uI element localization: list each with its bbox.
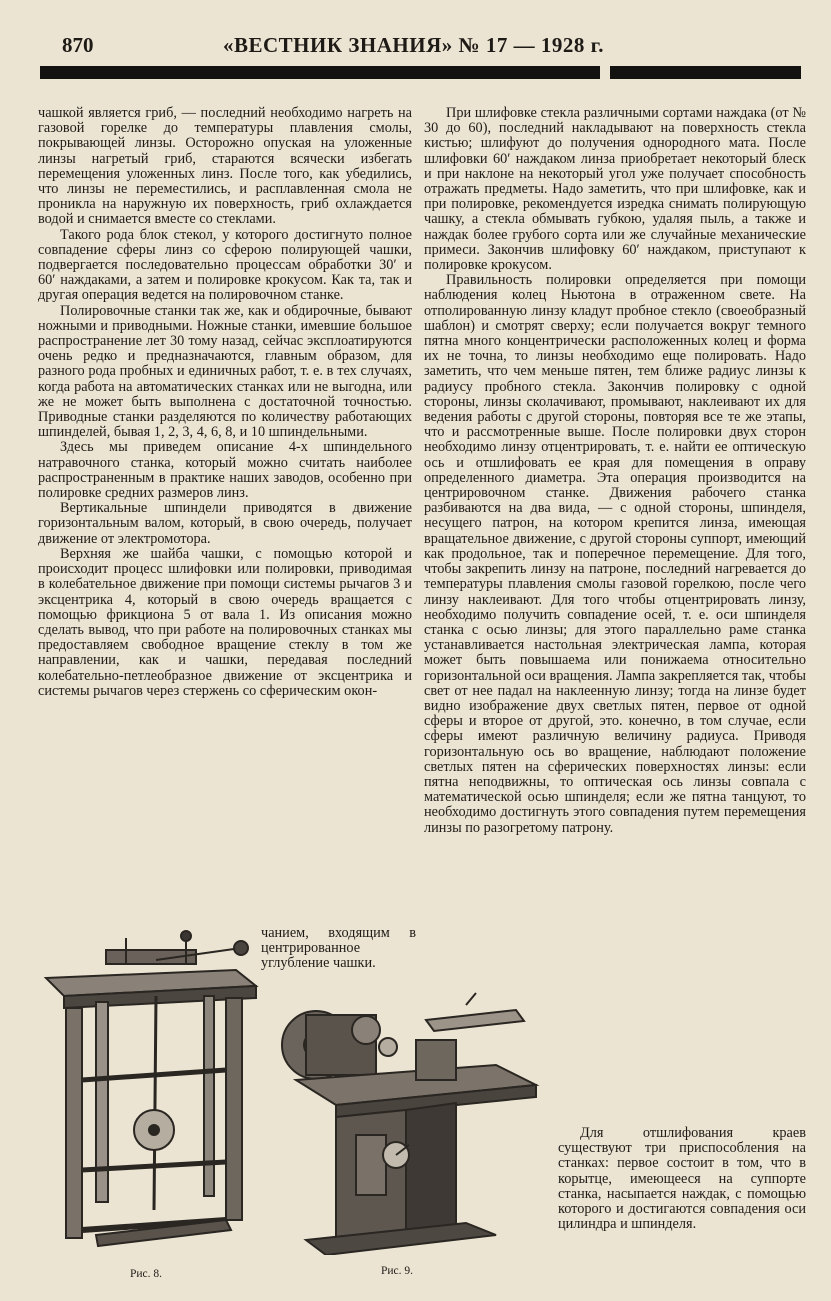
paragraph: Вертикальные шпиндели приводятся в движение горизонтальным валом, который, в свою очередь, получает движение от электромотора. [38,500,412,547]
header-rule [40,66,600,79]
paragraph: Полировочные станки так же, как и обдирочные, бывают ножными и приводными. Ножные станки, имевшие большое распространение лет 30 тому назад, сейчас эксплоатируются очень редко и предназначаются, главным образом, для разного рода пробных и единичных работ, т. е. в тех случаях, когда работа на автоматических станках или не выгодна, или же не может быть выполнена с достаточной точностью. Приводные станки разделяются по количеству работающих шпинделей, бывая 1, 2, 3, 4, 6, 8, и 10 шпиндельными. [38,302,412,441]
paragraph: Верхняя же шайба чашки, с помощью которой и происходит процесс шлифовки или полировки, приводимая в колебательное движение при помощи системы рычагов 3 и эксцентрика 4, который в свою очередь вращается с помощью фрикциона 5 от вала 1. Из описания можно сделать вывод, что при работе на полировочных станках мы предоставляем свободное вращение стеклу в том же направлении, как и чашки, передавая последний колебательно-петлеобразное движение от эксцентрика и системы рычагов через стержень со сферическим окон- [38,545,412,699]
page-number: 870 [62,33,94,57]
right-column [424,106,806,836]
right-column-continuation [558,1126,806,1232]
paragraph: Такого рода блок стекол, у которого достигнуто полное совпадение сферы линз со сферою полирующей чашки, подвергается последовательно процессам обработки 30′ и 60′ наждаками, а затем и полировке крокусом. Как та, так и другая операция ведется на полировочном станке. [38,226,412,304]
header-rule-right [610,66,801,79]
journal-header: «ВЕСТНИК ЗНАНИЯ» № 17 — 1928 г. [223,33,605,57]
figure-9-centering-machine [266,985,556,1255]
figure-9-caption: Рис. 9. [381,1265,414,1277]
paragraph: чашкой является гриб, — последний необходимо нагреть на газовой горелке до температуры плавления смолы, покрывающей линзы. Осторожно опуская на уложенные линзы нагретый гриб, стараются всячески избегать перемещения уложенных линз. После того, как убедились, что линзы не переместились, и расплавленная смола не проникла на наружную их поверхность, гриб охлаждается водой и снимается вместе со стеклами. [38,105,412,228]
paragraph: Правильность полировки определяется при помощи наблюдения колец Ньютона в отраженном свете. На отполированную линзу кладут пробное стекло (своеобразный шаблон) и смотрят сверху; если получается вокруг темного пятна много концентрически расположенных колец и форма их не точна, то линзы необходимо еще полировать. Надо заметить, что чем меньше пятен, тем ближе радиус линзы к радиусу пробного стекла. Закончив полировку с одной стороны, линзы сколачивают, промывают, наклеивают их для ведения работы с другой стороны, повторяя все те же этапы, что и рассмотренные выше. После полировки двух сторон необходимо линзу отцентрировать, т. е. найти ее оптическую ось и отшлифовать ее края для помещения в оправу определенного диаметра. Эта операция производится на центрировочном станке. Движения рабочего станка разбиваются на два вида, — с одной стороны, шпинделя, несущего патрон, на котором крепится линза, имеющая вращательное движение, с другой стороны суппорт, имеющий как продольное, так и поперечное перемещение. Для того, чтобы закрепить линзу на патроне, последний нагревается до температуры плавления смолы газовой горелкою, после чего линзу наклеивают. Для того чтобы отцентрировать линзу, необходимо получить совпадение осей, т. е. оси шпинделя станка с осью линзы; для этого параллельно раме станка устанавливается настольная электрическая лампа, которая может быть повышаема или понижаема относительно горизонтальной оси вращения. Лампа закрепляется так, чтобы свет от нее падал на наклеенную линзу; тогда на линзе будет видно изображение двух светлых пятен, первое от одной сферы и второе от другой, это. конечно, в том случае, если сферы имеют различную величину радиуса. Приводя горизонтальную ось во вращение, наблюдают положение светлых пятен на сферических поверхностях линзы: если пятна неподвижны, то оптическая ось линзы совпала с математической осью шпинделя; если же пятна танцуют, то необходимо достигнуть этого совпадения путем перемещения линзы по разогретому патрону. [424,272,806,836]
paragraph: Здесь мы приведем описание 4-х шпиндельного натравочного станка, который можно считать наиболее распространенным в практике наших заводов, особенно при полировке средних размеров линз. [38,439,412,502]
left-column [38,106,412,699]
paragraph: Для отшлифования краев существуют три приспособления на станках: первое состоит в том, что в корытце, имеющееся на суппорте станка, насыпается наждак, с помощью которого и достигаются совпадения оси цилиндра и шпинделя. [558,1125,806,1233]
figure-8-foot-polishing-machine [36,930,266,1260]
left-column-continuation: чанием, входящим в центрированное углубление чашки. [261,925,416,972]
figure-8-caption: Рис. 8. [130,1268,163,1280]
paragraph: При шлифовке стекла различными сортами наждака (от № 30 до 60), последний накладывают на поверхность стекла кистью; шлифуют до получения однородного мата. После шлифовки 60′ наждаком линза приобретает некоторый блеск и при наклоне на некоторый угол уже получает способность отражать предметы. Надо заметить, что при шлифовке, как и при полировке, рекомендуется изредка снимать полирующую чашку, а стекла обмывать губкою, удаляя пыль, а также и наждак более грубого сорта или же случайные механические примеси. Закончив шлифовку 60′ наждаком, приступают к полировке крокусом. [424,105,806,274]
